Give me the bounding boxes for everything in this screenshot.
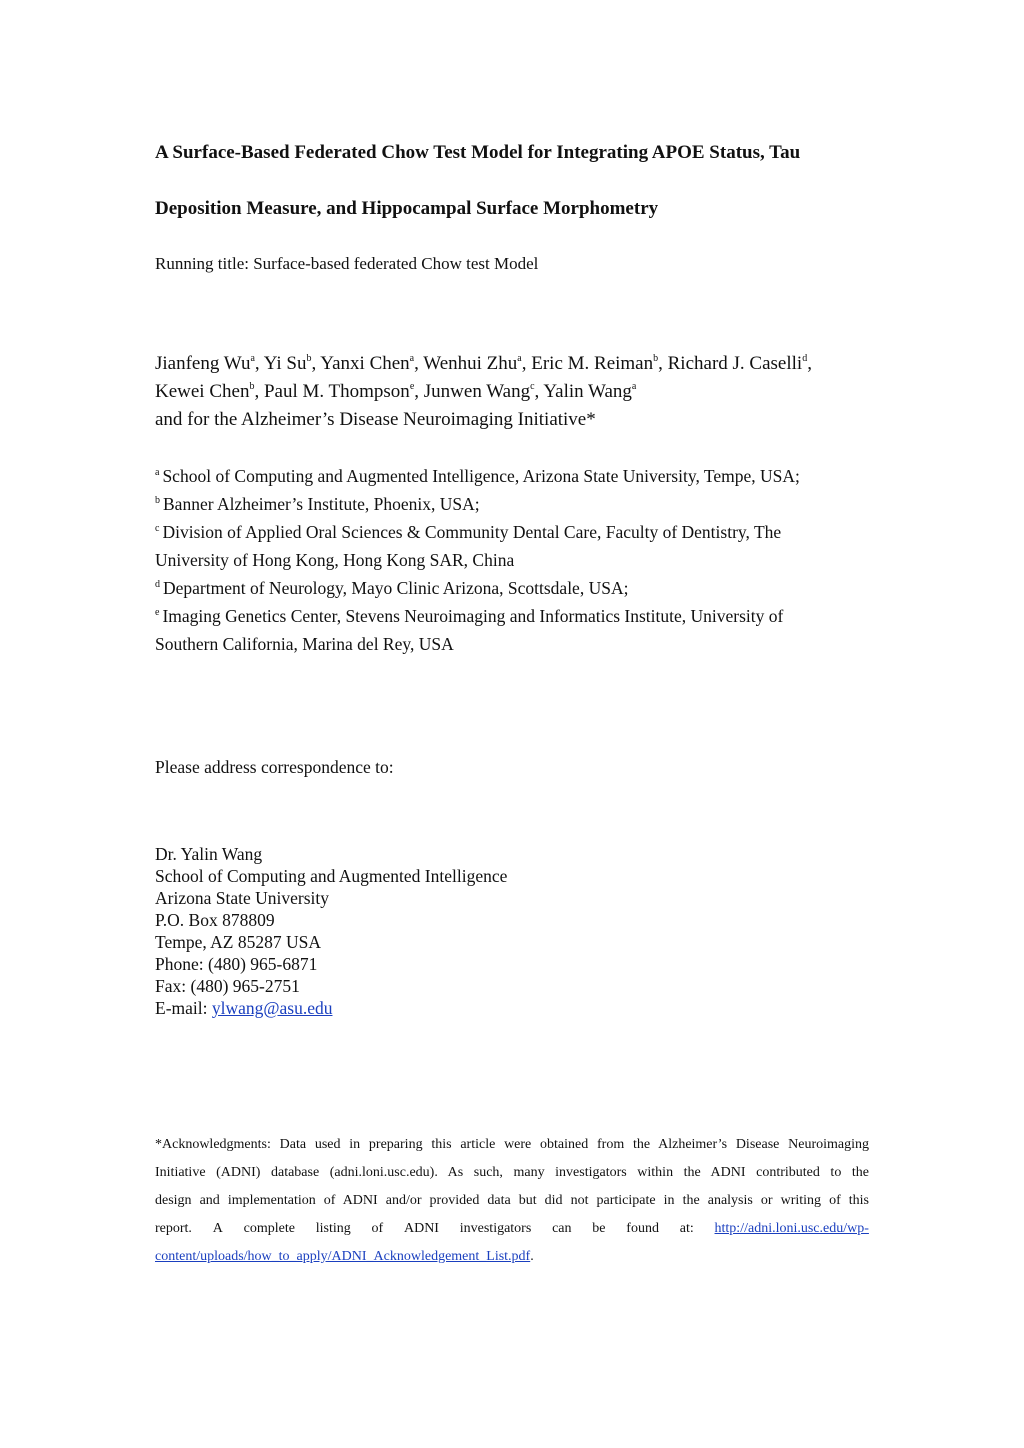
author-affiliation-mark: e [409, 381, 415, 392]
author-name: Wenhui Zhu [423, 353, 518, 374]
affiliation-b [155, 490, 875, 518]
ack-end-period: . [530, 1249, 534, 1264]
affiliation-c-continued: University of Hong Kong, Hong Kong SAR, China [155, 550, 515, 570]
author-separator: , [521, 353, 532, 374]
author-name: Jianfeng Wu [155, 353, 251, 374]
ack-word: complete [243, 1221, 295, 1236]
ack-word: found [626, 1221, 659, 1236]
author-affiliation-mark: b [306, 353, 312, 364]
consortium-line: and for the Alzheimer’s Disease Neuroimaging Initiative* [155, 409, 596, 430]
author-affiliation-mark: a [409, 353, 415, 364]
ack-word: can [552, 1221, 572, 1236]
author-affiliation-mark: c [530, 381, 535, 392]
author-separator: , [658, 353, 668, 374]
affiliation-e [155, 602, 875, 630]
ack-line-4 [155, 1215, 869, 1243]
ack-word: investigators [459, 1221, 532, 1236]
ack-word: A [212, 1221, 223, 1236]
author-name: Kewei Chen [155, 381, 250, 402]
affiliation-text: Banner Alzheimer’s Institute, Phoenix, USA; [163, 494, 480, 514]
ack-word: report. [155, 1221, 192, 1236]
ack-word: be [592, 1221, 606, 1236]
author-name: Yalin Wang [543, 381, 632, 402]
ack-word: of [371, 1221, 384, 1236]
author-separator: , [414, 353, 424, 374]
author-affiliation-mark: a [250, 353, 255, 364]
affiliation-e-continued: Southern California, Marina del Rey, USA [155, 634, 454, 654]
author-affiliation-mark: a [631, 381, 637, 392]
correspondence-block [155, 843, 507, 1019]
affiliation-mark: d [155, 579, 160, 590]
contact-email-line [155, 997, 507, 1019]
contact-name: Dr. Yalin Wang [155, 844, 263, 864]
contact-po-box: P.O. Box 878809 [155, 910, 275, 930]
author-separator: , [807, 353, 812, 374]
author-affiliation-mark: b [249, 381, 255, 392]
paper-title-line-1: A Surface-Based Federated Chow Test Model for Integrating APOE Status, Tau [155, 142, 801, 163]
author-name: Paul M. Thompson [263, 381, 410, 402]
ack-word: listing [315, 1221, 351, 1236]
ack-line-5 [155, 1243, 869, 1271]
ack-word: at: [679, 1221, 694, 1236]
affiliation-list [155, 462, 875, 658]
author-separator: , [414, 381, 424, 402]
contact-phone: Phone: (480) 965-6871 [155, 954, 318, 974]
author-name: Eric M. Reiman [531, 353, 654, 374]
author-separator: , [534, 381, 544, 402]
author-name: Richard J. Caselli [667, 353, 803, 374]
author-separator: , [311, 353, 321, 374]
affiliation-mark: e [155, 607, 160, 618]
affiliation-mark: a [155, 467, 160, 478]
correspondence-heading: Please address correspondence to: [155, 757, 394, 777]
author-line-1 [155, 350, 875, 378]
author-affiliation-mark: b [653, 353, 659, 364]
affiliation-text: Department of Neurology, Mayo Clinic Arizona, Scottsdale, USA; [163, 578, 629, 598]
contact-city: Tempe, AZ 85287 USA [155, 932, 321, 952]
affiliation-text: Division of Applied Oral Sciences & Community Dental Care, Faculty of Dentistry, The [162, 522, 782, 542]
author-separator: , [254, 353, 264, 374]
affiliation-a [155, 462, 875, 490]
email-link[interactable]: ylwang@asu.edu [211, 998, 333, 1018]
ack-line-1: *Acknowledgments: Data used in preparing this article were obtained from the Alzheimer’s Disease Neuroimaging [155, 1137, 869, 1152]
author-name: Yi Su [263, 353, 307, 374]
affiliation-d [155, 574, 875, 602]
author-affiliation-mark: d [802, 353, 808, 364]
affiliation-text: School of Computing and Augmented Intelligence, Arizona State University, Tempe, USA; [162, 466, 800, 486]
affiliation-mark: c [155, 523, 160, 534]
affiliation-text: Imaging Genetics Center, Stevens Neuroimaging and Informatics Institute, University of [162, 606, 784, 626]
affiliation-c [155, 518, 875, 546]
contact-fax: Fax: (480) 965-2751 [155, 976, 300, 996]
ack-line-3: design and implementation of ADNI and/or provided data but did not participate in the analysis or writing of this [155, 1193, 869, 1208]
contact-university: Arizona State University [155, 888, 329, 908]
author-affiliation-mark: a [517, 353, 522, 364]
author-list [155, 350, 875, 434]
running-title: Running title: Surface-based federated Chow test Model [155, 254, 539, 273]
adni-acknowledgement-link-part-1[interactable]: http://adni.loni.usc.edu/wp- [714, 1221, 869, 1236]
author-line-2 [155, 378, 875, 406]
author-separator: , [254, 381, 264, 402]
adni-acknowledgement-link-part-2[interactable]: content/uploads/how_to_apply/ADNI_Acknowledgement_List.pdf [155, 1249, 531, 1264]
contact-department: School of Computing and Augmented Intelligence [155, 866, 508, 886]
ack-line-2: Initiative (ADNI) database (adni.loni.usc.edu). As such, many investigators within the ADNI contributed to the [155, 1165, 869, 1180]
paper-title-line-2: Deposition Measure, and Hippocampal Surface Morphometry [155, 198, 659, 219]
affiliation-mark: b [155, 495, 160, 506]
author-name: Yanxi Chen [320, 353, 410, 374]
acknowledgments-block [155, 1131, 869, 1271]
author-name: Junwen Wang [423, 381, 531, 402]
ack-word: ADNI [403, 1221, 439, 1236]
email-label: E-mail: [155, 998, 212, 1018]
